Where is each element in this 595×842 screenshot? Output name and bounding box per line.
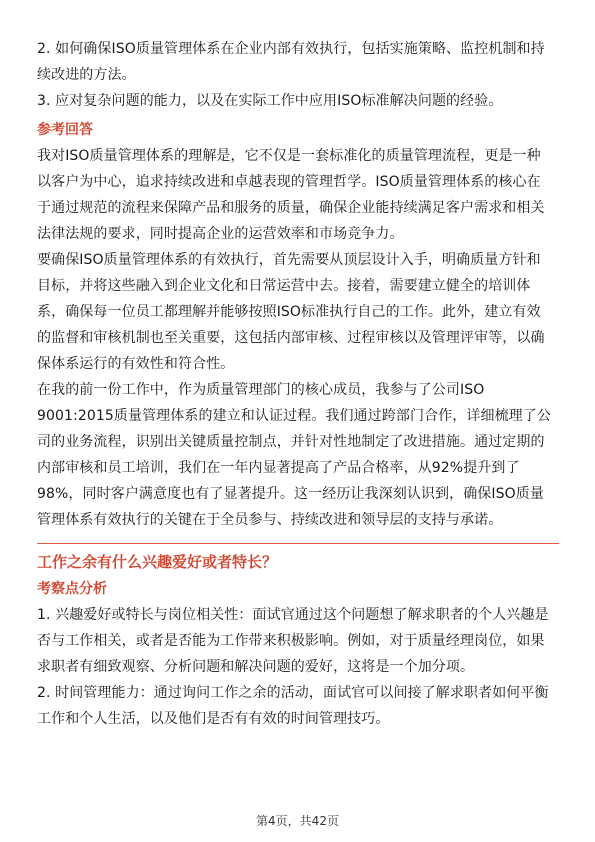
- text-line: 以客户为中心，追求持续改进和卓越表现的管理哲学。ISO质量管理体系的核心在: [37, 174, 541, 190]
- text-line: 司的业务流程，识别出关键质量控制点，并针对性地制定了改进措施。通过定期的: [37, 434, 545, 450]
- answer-paragraph: [37, 247, 559, 377]
- page-content: [37, 36, 559, 732]
- question-point: [37, 36, 559, 88]
- text-line: 内部审核和员工培训，我们在一年内显著提高了产品合格率，从92%提升到了: [37, 460, 520, 476]
- text-line: 1. 兴趣爱好或特长与岗位相关性：面试官通过这个问题想了解求职者的个人兴趣是: [37, 607, 549, 623]
- text-line: 9001:2015质量管理体系的建立和认证过程。我们通过跨部门合作，详细梳理了公: [37, 408, 551, 424]
- text-line: 续改进的方法。: [37, 67, 136, 83]
- text-line: 管理体系有效执行的关键在于全员参与、持续改进和领导层的支持与承诺。: [37, 512, 503, 528]
- answer-paragraph: [37, 377, 559, 533]
- analysis-points-list: [37, 602, 559, 732]
- analysis-point: [37, 602, 559, 680]
- answer-heading: 参考回答: [37, 122, 93, 138]
- text-line: 保体系运行的有效性和符合性。: [37, 356, 235, 372]
- text-line: 工作和个人生活，以及他们是否有有效的时间管理技巧。: [37, 711, 390, 727]
- text-line: 98%，同时客户满意度也有了显著提升。这一经历让我深刻认识到，确保ISO质量: [37, 486, 544, 502]
- text-line: 在我的前一份工作中，作为质量管理部门的核心成员，我参与了公司ISO: [37, 382, 485, 398]
- answer-paragraph: [37, 143, 559, 247]
- question-divider: [37, 543, 559, 576]
- text-line: 要确保ISO质量管理体系的有效执行，首先需要从顶层设计入手，明确质量方针和: [37, 252, 541, 268]
- question-title: 工作之余有什么兴趣爱好或者特长？: [37, 553, 278, 571]
- text-line: 的监督和审核机制也至关重要，这包括内部审核、过程审核以及管理评审等，以确: [37, 330, 545, 346]
- text-line: 2. 如何确保ISO质量管理体系在企业内部有效执行，包括实施策略、监控机制和持: [37, 41, 545, 57]
- question-points-list: [37, 36, 559, 114]
- text-line: 3. 应对复杂问题的能力，以及在实际工作中应用ISO标准解决问题的经验。: [37, 93, 503, 109]
- text-line: 求职者有细致观察、分析问题和解决问题的爱好，这将是一个加分项。: [37, 659, 475, 675]
- text-line: 目标，并将这些融入到企业文化和日常运营中去。接着，需要建立健全的培训体: [37, 278, 531, 294]
- text-line: 否与工作相关，或者是否能为工作带来积极影响。例如，对于质量经理岗位，如果: [37, 633, 545, 649]
- text-line: 2. 时间管理能力：通过询问工作之余的活动，面试官可以间接了解求职者如何平衡: [37, 685, 549, 701]
- page-number-footer: 第4页，共42页: [256, 814, 339, 828]
- text-line: 法律法规的要求，同时提高企业的运营效率和市场竞争力。: [37, 226, 404, 242]
- question-point: [37, 88, 559, 114]
- text-line: 于通过规范的流程来保障产品和服务的质量，确保企业能持续满足客户需求和相关: [37, 200, 545, 216]
- analysis-heading: 考察点分析: [37, 581, 107, 597]
- answer-body: [37, 143, 559, 533]
- text-line: 系，确保每一位员工都理解并能够按照ISO标准执行自己的工作。此外，建立有效: [37, 304, 541, 320]
- analysis-point: [37, 680, 559, 732]
- text-line: 我对ISO质量管理体系的理解是，它不仅是一套标准化的质量管理流程，更是一种: [37, 148, 541, 164]
